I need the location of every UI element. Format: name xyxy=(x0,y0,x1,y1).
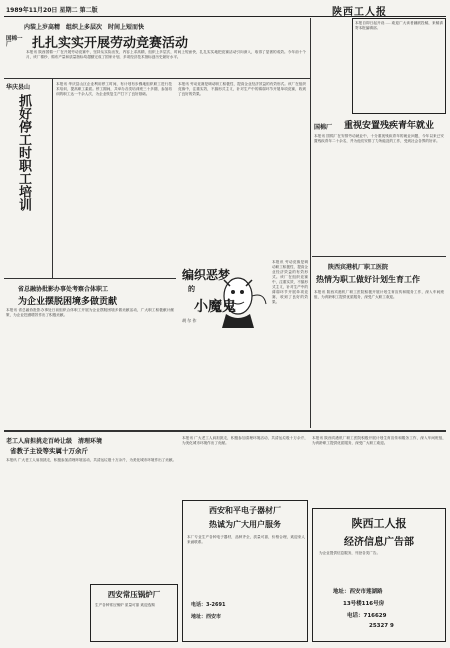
issue-date: 1989年11月20日 星期二 第二版 xyxy=(6,7,98,14)
mid-subhead: 为企业摆脱困境多做贡献 xyxy=(18,297,118,307)
ad-electronics-phone: 电话：3-2691 xyxy=(191,602,226,608)
ad-info-address: 地址：西安市莲湖路 xyxy=(333,589,383,595)
lead-body: 本报讯 陕西国棉一厂在开展劳动竞赛中，坚持从实际出发，内容上求高精，组织上多层次，时间上短而快，扎扎实实地把竞赛活动引向深入，取得了显著的成效。今年前十个月，该厂棉纱、棉布产量和质量指标均超额完成了国家计划，多项经济技术指标创历史最好水平。 xyxy=(26,50,306,59)
right-banner-box xyxy=(352,18,446,114)
ad-electronics-body: 本厂专业生产各种电子器材，品种齐全，质量可靠，价格合理，欢迎来人来函联系。 xyxy=(187,535,305,544)
right-story1-headline: 重视安置残疾青年就业 xyxy=(344,121,435,131)
left-vertical-headline: 抓好停工时职工培训 xyxy=(16,94,31,211)
center-lower-body: 本报讯 劳动竞赛是调动职工积极性、提高企业经济效益的有效形式。该厂在组织竞赛中，注重实效，不搞形式主义，针对生产中的薄弱环节开展单项竞赛，收到了良好的效果。 xyxy=(272,260,308,304)
rule-left-vert xyxy=(52,78,53,278)
bottom-left-kicker: 老工人肩担挑走百岭让级 清理环境 xyxy=(6,438,103,445)
right-story2-body: 本报讯 陕西宾港机厂职工医院积极开展计划生育宣传和服务工作，深入车间班组，为育龄职工提供优质服务，深受广大职工欢迎。 xyxy=(314,290,444,299)
right-banner-text: 本报自即日起开设……欢迎广大读者踊跃投稿，来稿请寄本报编辑部。 xyxy=(355,21,443,30)
lead-headline: 扎扎实实开展劳动竞赛活动 xyxy=(32,36,189,51)
bottom-left-headline: 省教子主设等实属十万余斤 xyxy=(10,447,88,455)
ad-electronics-box xyxy=(182,500,308,642)
bottom-mid-body: 本报讯 广大老工人肩担挑走，积极参加清理环境活动，共清运垃圾十万余斤，为美化城市环境作出了贡献。 xyxy=(182,436,308,445)
page-header xyxy=(4,3,446,17)
ad-info-box xyxy=(312,508,446,642)
rule-top-band xyxy=(4,78,310,79)
ad-info-body: 为企业提供信息服务，刊登各类广告。 xyxy=(319,551,381,555)
ad-info-title: 陕西工人报 xyxy=(351,517,407,530)
right-story2-kicker: 陕西宾港机厂职工医院 xyxy=(328,264,389,271)
rule-mid-left xyxy=(4,278,176,279)
bottom-left-body: 本报讯 广大老工人肩担挑走，积极参加清理环境活动，共清运垃圾十万余斤，为美化城市环境作出了贡献。 xyxy=(6,458,177,462)
right-lower-body: 本报讯 陕西宾港机厂职工医院积极开展计划生育宣传和服务工作，深入车间班组，为育龄职工提供优质服务，深受广大职工欢迎。 xyxy=(312,436,446,445)
right-story1-tag: 国棉厂 xyxy=(314,124,333,131)
ad-info-subtitle: 经济信息广告部 xyxy=(344,537,414,548)
rule-bottom-band xyxy=(4,430,446,432)
center-body: 本报讯 劳动竞赛是调动职工积极性、提高企业经济效益的有效形式。该厂在组织竞赛中，注重实效，不搞形式主义，针对生产中的薄弱环节开展单项竞赛，收到了良好的效果。 xyxy=(178,82,306,96)
ad-boiler-body: 生产各种常压锅炉 质量可靠 欢迎选购 xyxy=(95,603,155,607)
cartoon-title-line2: 的 xyxy=(188,285,195,293)
cartoon-title-line1: 编织恶梦 xyxy=(182,268,231,282)
lead-side-tag: 国棉一厂 xyxy=(6,36,23,48)
left-tag: 华庆县山 xyxy=(6,84,31,91)
ad-info-phone: 电话：716629 xyxy=(347,613,387,619)
ad-electronics-address: 地址：西安市 xyxy=(191,614,222,620)
cartoon-title-line3: 小魔鬼 xyxy=(194,299,236,315)
left-body: 本报讯 华庆县山区企业利用停工时间，有计划有步骤地组织职工进行技术培训，提高职工素质。停工期间，共举办各类培训班三十多期，参加培训的职工达一千余人次，为企业恢复生产打下了良好基础。 xyxy=(56,82,172,96)
cartoon-credit: 胡 尔 作 xyxy=(182,318,197,323)
right-story2-headline: 热情为职工做好计划生育工作 xyxy=(316,275,420,284)
cartoon-illustration xyxy=(178,256,270,328)
rule-right-mid xyxy=(312,256,446,257)
ad-info-phone2: 25327 9 xyxy=(369,623,394,629)
rule-right-vert xyxy=(310,18,311,428)
ad-boiler-title: 西安常压锅炉厂 xyxy=(107,590,161,599)
ad-boiler-box xyxy=(90,584,178,642)
newspaper-masthead: 陕西工人报 xyxy=(332,7,387,18)
mid-kicker: 省总融协批影办事处考察合体职工 xyxy=(18,286,109,293)
ad-info-room: 13号楼116号房 xyxy=(343,601,385,607)
lead-kicker: 内装上岁高精 组织上多层次 时间上短而快 xyxy=(24,24,145,31)
right-story1-body: 本报讯 国棉厂在安排劳动就业中，十分重视残疾青年的就业问题，今年以来已安置残疾青年二十余名，并为他们安排了力所能及的工作，受到社会各界的好评。 xyxy=(314,134,444,143)
mid-body: 本报讯 省总融协批影办事处日前组织合体职工开展为企业摆脱困境多做贡献活动，广大职工积极献计献策，为企业挖潜增效作出了积极贡献。 xyxy=(6,308,174,317)
ad-electronics-subtitle: 热诚为广大用户服务 xyxy=(209,520,281,529)
ad-electronics-title: 西安和平电子器材厂 xyxy=(209,506,281,515)
